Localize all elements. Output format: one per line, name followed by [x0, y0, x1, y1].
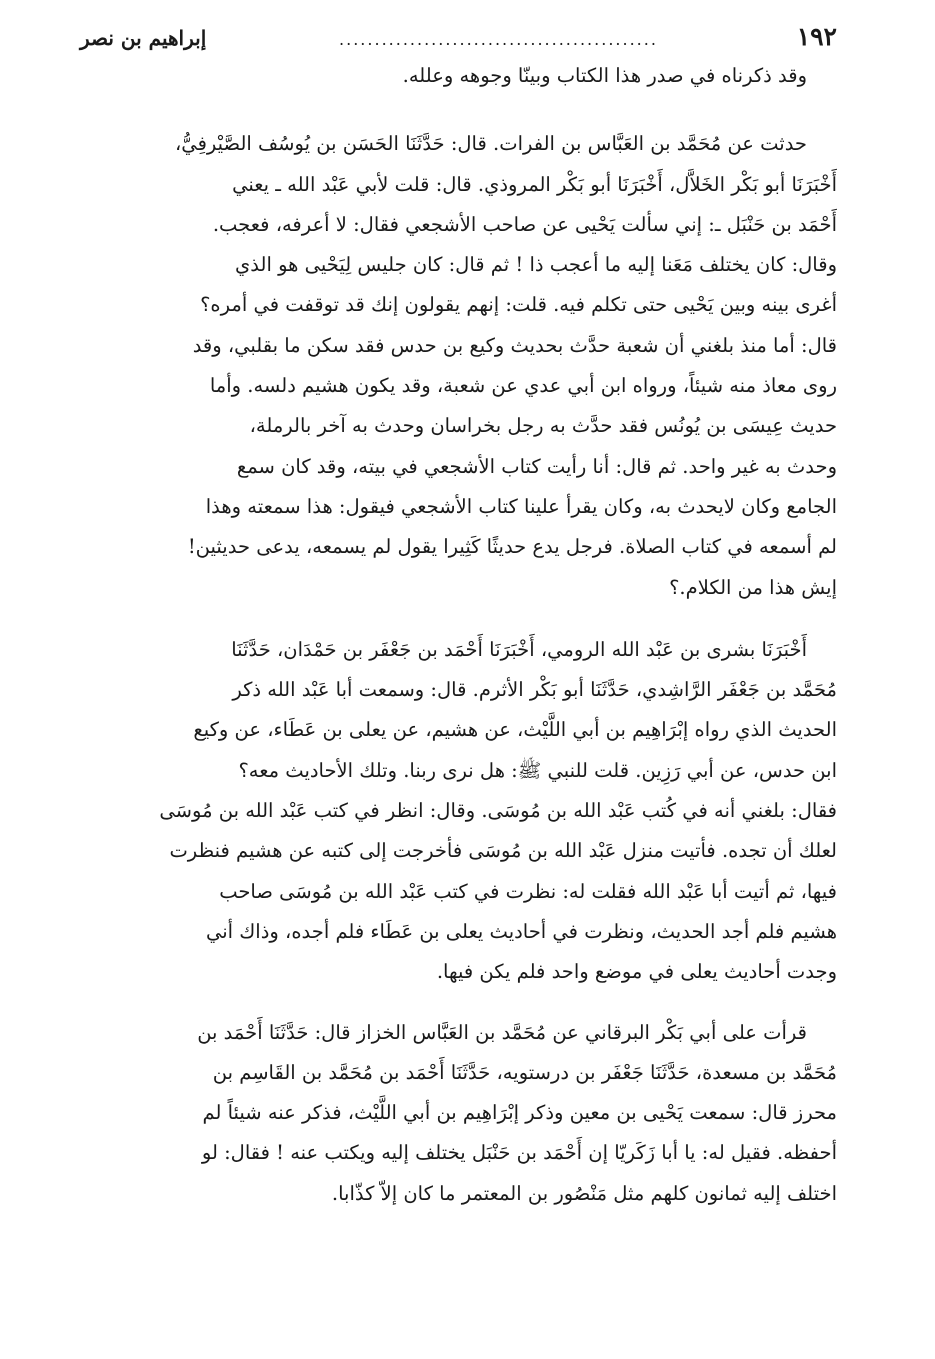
text-line: الحديث الذي رواه إبْرَاهِيم بن أبي اللَّيْث، عن هشيم، عن يعلى بن عَطَاء، عن وكيع — [193, 718, 837, 742]
text-line: وجدت أحاديث يعلى في موضع واحد فلم يكن فيها. — [436, 960, 837, 984]
text-line: إيش هذا من الكلام.؟ — [669, 575, 837, 599]
paragraph-3 — [80, 630, 837, 993]
text-line: لم أسمعه في كتاب الصلاة. فرجل يدع حديثًا كَثِيرا يقول لم يسمعه، يدعى حديثين! — [187, 535, 837, 559]
text-line: أَخْبَرَنَا بشرى بن عَبْد الله الرومي، أَخْبَرَنَا أَحْمَد بن جَعْفَر بن حَمْدَان، حَدَّثَنَا — [231, 637, 807, 661]
text-line: حدثت عن مُحَمَّد بن العَبَّاس بن الفرات. قال: حَدَّثَنَا الحَسَن بن يُوسُف الصَّيْرفِيُّ، — [175, 132, 807, 156]
paragraph-4 — [80, 1013, 837, 1214]
text-line: وقد ذكرناه في صدر هذا الكتاب وبينّا وجوهه وعلله. — [402, 64, 807, 87]
text-line: أَخْبَرَنَا أبو بَكْر الخَلاَّل، أَخْبَرَنَا أبو بَكْر المروذي. قال: قلت لأبي عَبْد الله ـ يعني — [232, 172, 837, 196]
running-header — [80, 22, 837, 56]
text-line: وقال: كان يختلف مَعَنا إليه ما أعجب ذا ! ثم قال: كان جليس لِيَحْيى هو الذي — [235, 253, 837, 277]
text-line: روى معاذ منه شيئاً، ورواه ابن أبي عدي عن شعبة، وقد يكون هشيم دلسه. وأما — [209, 374, 837, 398]
text-line: وحدث به غير واحد. ثم قال: أنا رأيت كتاب الأشجعي في بيته، وقد كان سمع — [236, 454, 837, 478]
text-line: اختلف إليه ثمانون كلهم مثل مَنْصُور بن المعتمر ما كان إلاّ كذّابا. — [331, 1181, 837, 1205]
text-line: فيها، ثم أتيت أبا عَبْد الله فقلت له: نظرت في كتب عَبْد الله بن مُوسَى صاحب — [219, 879, 837, 903]
text-line: أحفظه. فقيل له: يا أبا زَكَريّا إن أَحْمَد بن حَنْبَل يختلف إليه ويكتب عنه ! فقال: لو — [201, 1141, 837, 1165]
text-line: أَحْمَد بن حَنْبَل ـ: إني سألت يَحْيى عن صاحب الأشجعي فقال: لا أعرفه، فعجب. — [212, 212, 837, 236]
text-line: محرز قال: سمعت يَحْيى بن معين وذكر إبْرَاهِيم بن أبي اللَّيْث، فذكر عنه شيئاً لم — [202, 1101, 837, 1125]
text-line: مُحَمَّد بن مسعدة، حَدَّثَنَا جَعْفَر بن درستويه، حَدَّثَنَا أَحْمَد بن مُحَمَّد بن القَاسِم بن — [212, 1060, 837, 1084]
leader-dots: ............................................. — [339, 30, 658, 49]
running-title: إبراهيم بن نصر — [80, 26, 207, 50]
text-line: ابن حدس، عن أبي رَزِين. قلت للنبي ﷺ: هل نرى ربنا. وتلك الأحاديث معه؟ — [238, 758, 837, 782]
text-line: أغرى بينه وبين يَحْيى حتى تكلم فيه. قلت: إنهم يقولون إنك قد توقفت في أمره؟ — [200, 293, 837, 317]
text-line: قرأت على أبي بَكْر البرقاني عن مُحَمَّد بن العَبَّاس الخزاز قال: حَدَّثَنَا أَحْمَد بن — [197, 1020, 807, 1044]
text-line: حديث عِيسَى بن يُونُس فقد حدَّث به رجل بخراسان وحدث به آخر بالرملة، — [249, 414, 837, 438]
paragraph-1 — [80, 56, 837, 96]
page-number: ١٩٢ — [796, 22, 837, 51]
text-line: لعلك أن تجده. فأتيت منزل عَبْد الله بن مُوسَى فأخرجت إلى كتبه عن هشيم فنظرت — [169, 839, 837, 863]
text-line: الجامع وكان لايحدث به، وكان يقرأ علينا كتاب الأشجعي فيقول: هذا سمعته وهذا — [205, 494, 837, 518]
text-line: مُحَمَّد بن جَعْفَر الرَّاشِدي، حَدَّثَنَا أبو بَكْر الأثرم. قال: وسمعت أبا عَبْد الله ذكر — [232, 678, 837, 702]
text-line: فقال: بلغني أنه في كُتب عَبْد الله بن مُوسَى. وقال: انظر في كتب عَبْد الله بن مُوسَى — [159, 799, 837, 823]
paragraph-2 — [80, 124, 837, 608]
text-line: قال: أما منذ بلغني أن شعبة حدَّث بحديث وكيع بن حدس فقد سكن ما بقلبي، وقد — [192, 333, 837, 357]
text-line: هشيم فلم أجد الحديث، ونظرت في أحاديث يعلى بن عَطَاء فلم أجده، وذاك أني — [205, 919, 837, 943]
